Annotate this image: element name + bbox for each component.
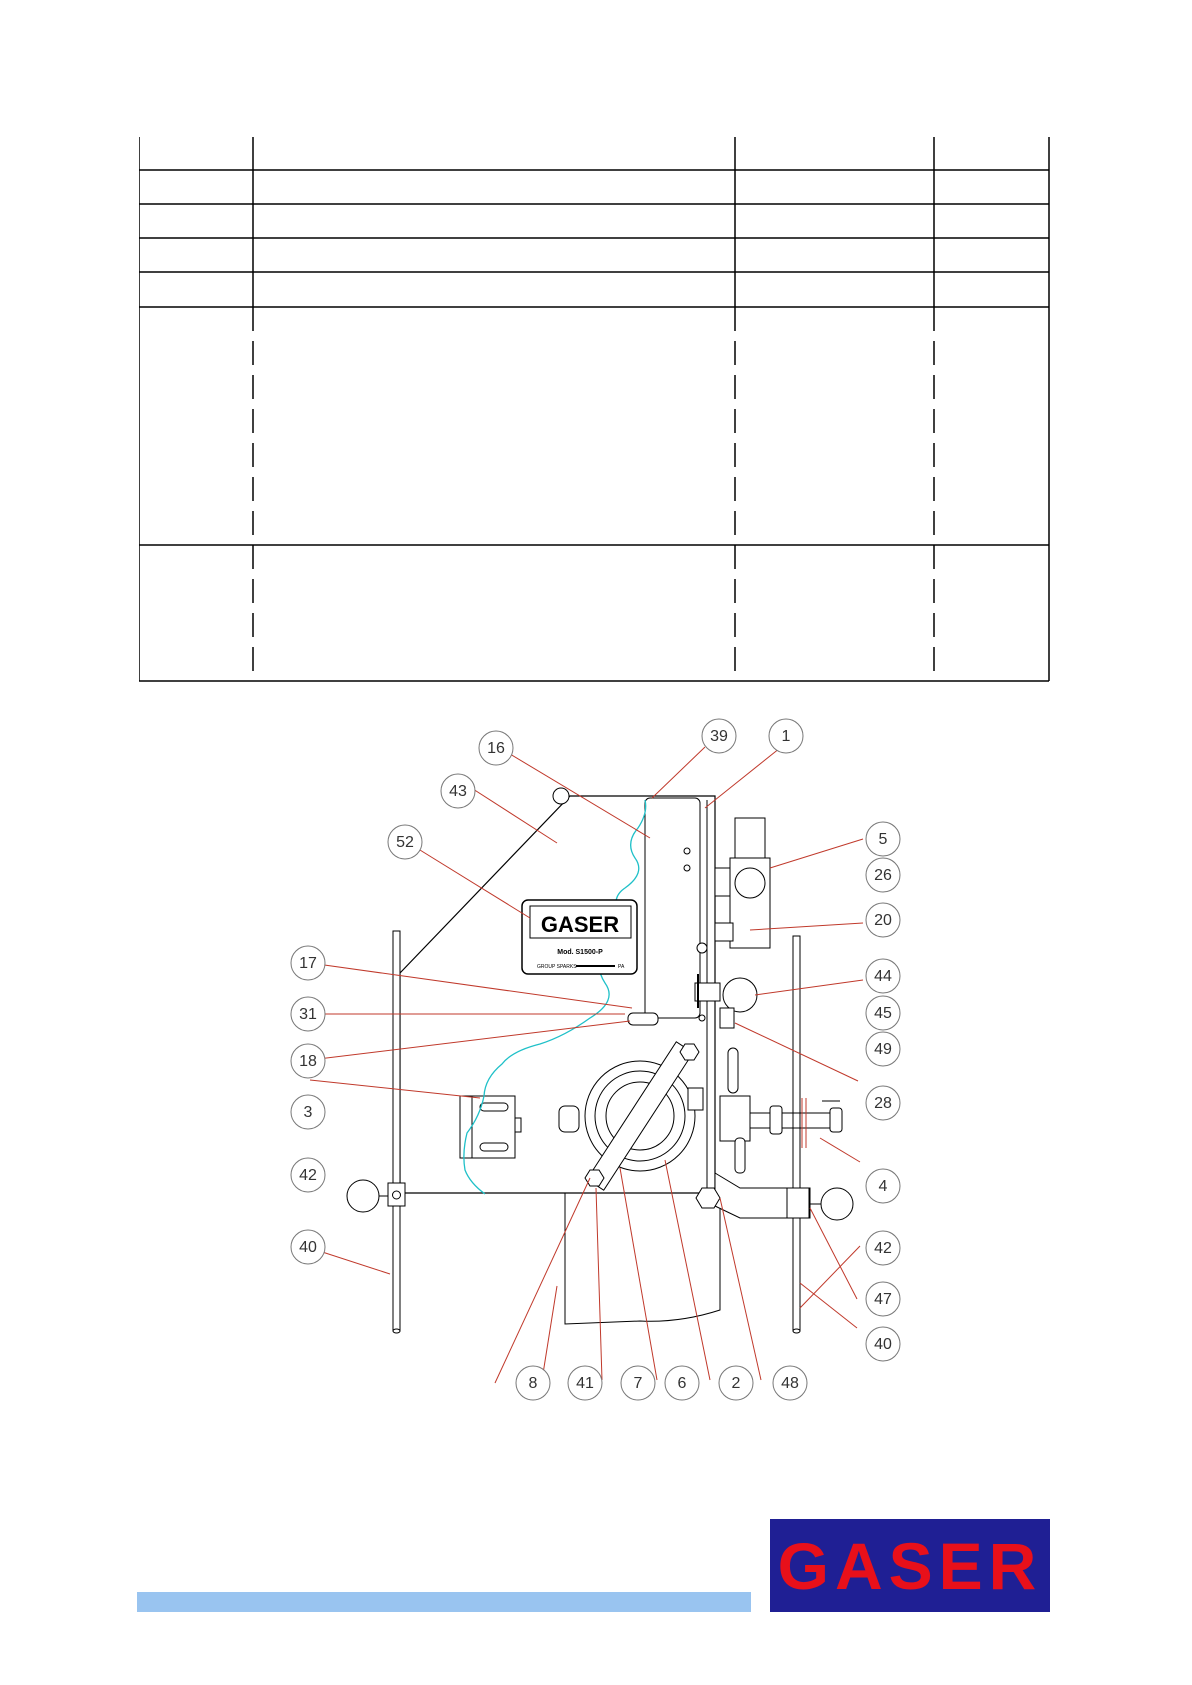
callout-label: 52 (396, 834, 414, 851)
callout-label: 49 (874, 1041, 892, 1058)
callout-label: 6 (677, 1375, 687, 1392)
left-rod (393, 931, 400, 1331)
callout-label: 8 (528, 1375, 538, 1392)
logo-text: GASER (777, 1528, 1043, 1603)
callout-label: 3 (303, 1104, 313, 1121)
callout-label: 28 (874, 1095, 892, 1112)
plate-small-text-right: PA (618, 964, 625, 970)
callout-label: 2 (731, 1375, 741, 1392)
callout-label: 41 (576, 1375, 594, 1392)
callout-label: 47 (874, 1291, 892, 1308)
left-knob (347, 1180, 379, 1212)
plate-small-text: GROUP SPARKS (537, 964, 577, 970)
callout-label: 40 (299, 1239, 317, 1256)
callout-label: 4 (878, 1178, 888, 1195)
footer-bar (137, 1592, 751, 1612)
callout-label: 18 (299, 1053, 317, 1070)
callout-label: 7 (633, 1375, 643, 1392)
machine-assembly-drawing (280, 718, 930, 1403)
right-rod (793, 936, 800, 1331)
plate-brand-text: GASER (540, 912, 620, 937)
callout-label: 16 (487, 740, 505, 757)
plate-model-text: Mod. S1500-P (557, 949, 603, 956)
motor-housing (645, 798, 700, 1018)
callout-label: 31 (299, 1006, 317, 1023)
callout-label: 42 (299, 1167, 317, 1184)
callout-label: 43 (449, 783, 467, 800)
callout-label: 42 (874, 1240, 892, 1257)
callout-label: 40 (874, 1336, 892, 1353)
callout-label: 39 (710, 728, 728, 745)
callout-label: 44 (874, 968, 892, 985)
right-knob (821, 1188, 853, 1220)
callout-label: 48 (781, 1375, 799, 1392)
parts-table (139, 137, 1050, 682)
callout-label: 5 (878, 831, 888, 848)
base-block (565, 1193, 720, 1324)
callout-label: 1 (781, 728, 791, 745)
callout-label: 26 (874, 867, 892, 884)
callout-label: 45 (874, 1005, 892, 1022)
callout-label: 17 (299, 955, 317, 972)
gaser-logo (770, 1519, 1050, 1612)
callout-label: 20 (874, 912, 892, 929)
